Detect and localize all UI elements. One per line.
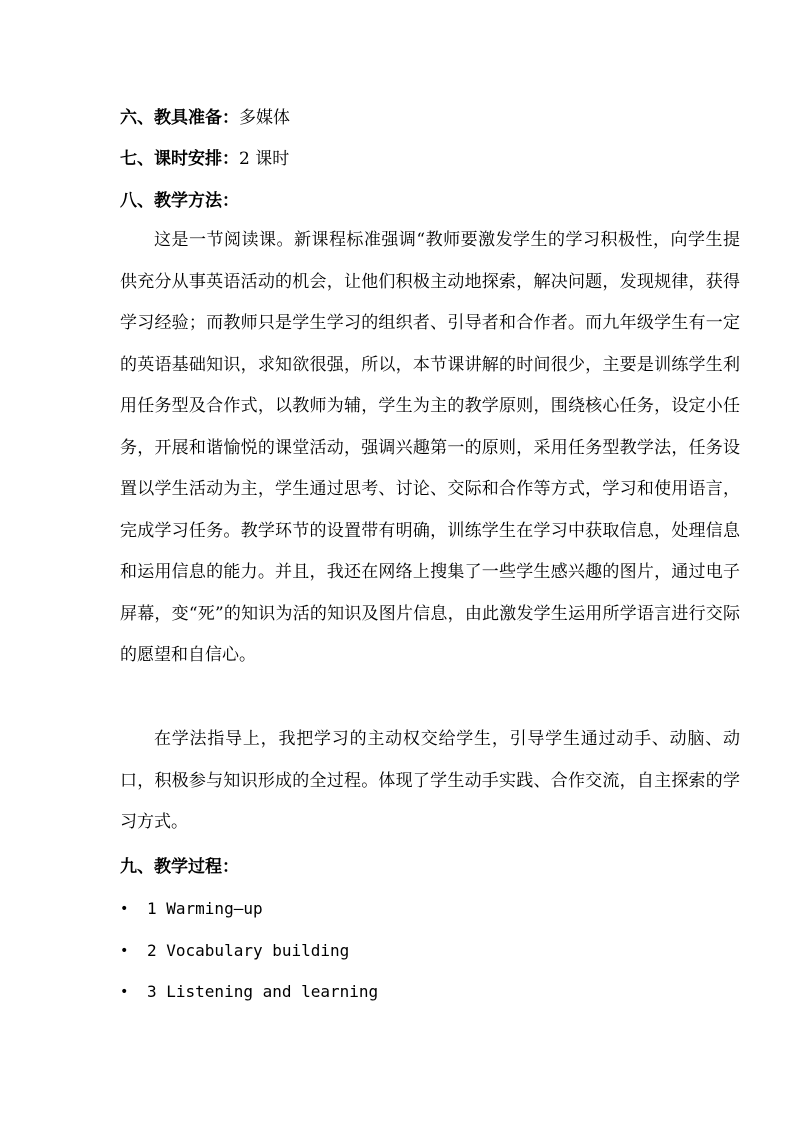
materials-value: 多媒体	[239, 108, 290, 128]
methods-label: 八、教学方法：	[120, 191, 239, 211]
bullet-icon: •	[120, 942, 129, 959]
process-item-vocabulary: 2 Vocabulary building	[147, 940, 350, 960]
process-item-warming-up: 1 Warming—up	[147, 899, 263, 918]
process-label: 九、教学过程：	[120, 857, 239, 877]
methods-paragraph-2: 在学法指导上，我把学习的主动权交给学生，引导学生通过动手、动脑、动口，积极参与知识形成的全过程。体现了学生动手实践、合作交流，自主探索的学习方式。	[120, 729, 740, 832]
methods-paragraph-1: 这是一节阅读课。新课程标准强调“教师要激发学生的学习积极性，向学生提供充分从事英语活动的机会，让他们积极主动地探索，解决问题，发现规律，获得学习经验；而教师只是学生学习的组织者、引导者和合作者。而九年级学生有一定的英语基础知识，求知欲很强，所以，本节课讲解的时间很少，主要是训练学生利用任务型及合作式，以教师为辅，学生为主的教学原则，围绕核心任务，设定小任务，开展和谐愉悦的课堂活动，强调兴趣第一的原则，采用任务型教学法，任务设置以学生活动为主，学生通过思考、讨论、交际和合作等方式，学习和使用语言，完成学习任务。教学环节的设置带有明确，训练学生在学习中获取信息，处理信息和运用信息的能力。并且，我还在网络上搜集了一些学生感兴趣的图片，通过电子屏幕，变“死”的知识为活的知识及图片信息，由此激发学生运用所学语言进行交际的愿望和自信心。	[120, 230, 740, 665]
materials-label: 六、教具准备：	[120, 108, 239, 128]
methods-heading	[120, 189, 239, 213]
schedule-value: 2 课时	[239, 149, 290, 169]
schedule-heading	[120, 147, 289, 171]
bullet-icon: •	[120, 901, 129, 917]
process-heading	[120, 855, 239, 879]
process-item-listening: 3 Listening and learning	[147, 982, 379, 1001]
bullet-icon: •	[120, 984, 129, 1000]
materials-heading	[120, 106, 290, 130]
schedule-label: 七、课时安排：	[120, 149, 239, 169]
